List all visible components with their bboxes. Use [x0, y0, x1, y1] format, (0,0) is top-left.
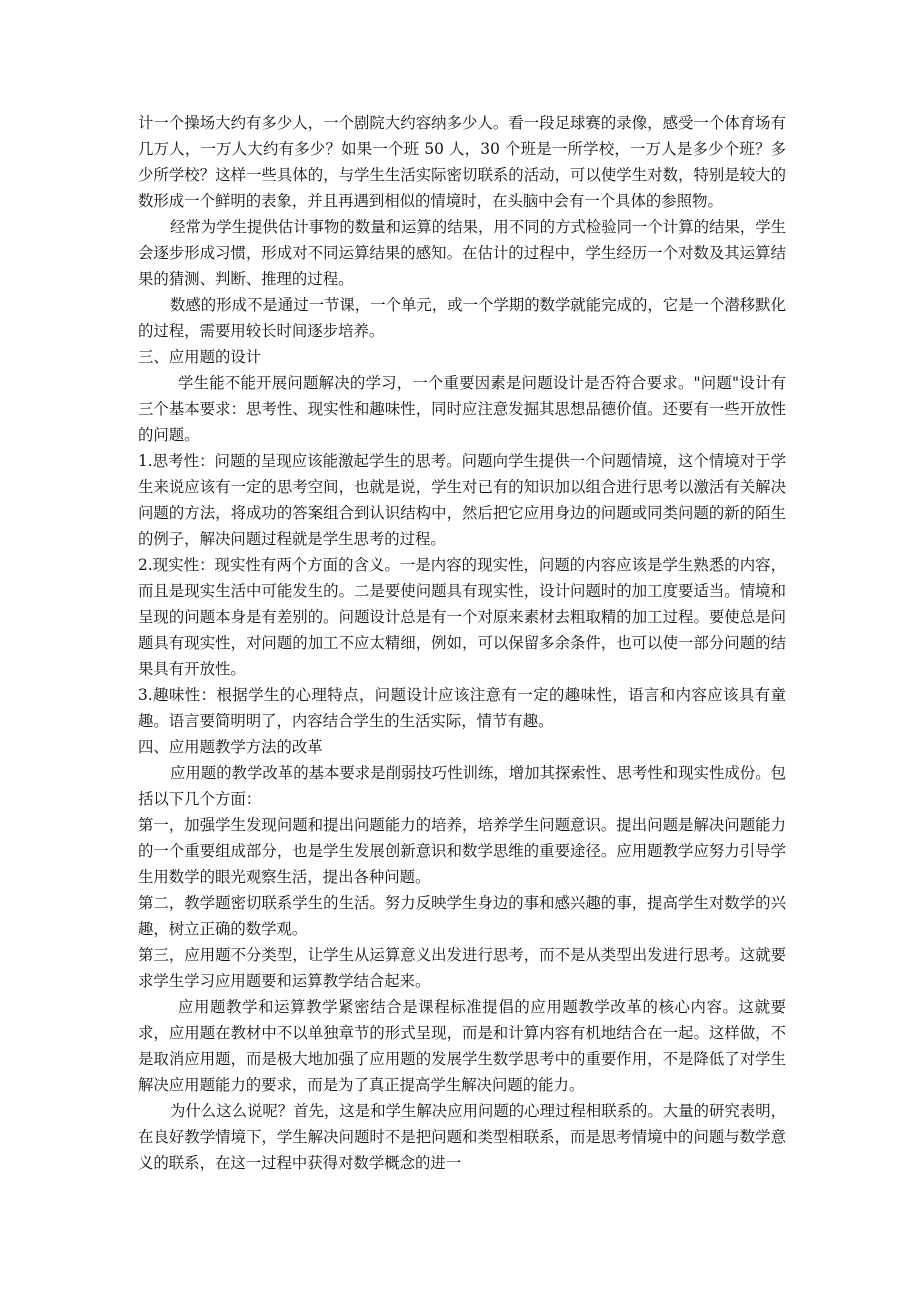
point-second: 第二，教学题密切联系学生的生活。努力反映学生身边的事和感兴趣的事，提高学生对数学的兴趣，树立正确的数学观。 — [138, 894, 786, 938]
paragraph-1: 计一个操场大约有多少人，一个剧院大约容纳多少人。看一段足球赛的录像，感受一个体育场有几万人，一万人大约有多少？如果一个班 50 人，30 个班是一所学校，一万人是多少个班？多少所学校？这样一些具体的，与学生生活实际密切联系的活动，可以使学生对数，特别是较大的数形成一个鲜明的表象，并且再遇到相似的情境时，在头脑中会有一个具体的参照物。 — [138, 114, 786, 210]
paragraph-5: 应用题的教学改革的基本要求是削弱技巧性训练，增加其探索性、思考性和现实性成份。包括以下几个方面： — [138, 764, 786, 808]
point-third: 第三，应用题不分类型，让学生从运算意义出发进行思考，而不是从类型出发进行思考。这就要求学生学习应用题要和运算教学结合起来。 — [138, 946, 786, 990]
paragraph-4: 学生能不能开展问题解决的学习，一个重要因素是问题设计是否符合要求。"问题"设计有三个基本要求：思考性、现实性和趣味性，同时应注意发掘其思想品德价值。还要有一些开放性的问题。 — [138, 374, 786, 444]
section-heading-4: 四、应用题教学方法的改革 — [138, 738, 323, 756]
paragraph-3: 数感的形成不是通过一节课，一个单元，或一个学期的数学就能完成的，它是一个潜移默化的过程，需要用较长时间逐步培养。 — [138, 296, 786, 340]
paragraph-2: 经常为学生提供估计事物的数量和运算的结果，用不同的方式检验同一个计算的结果，学生会逐步形成习惯，形成对不同运算结果的感知。在估计的过程中，学生经历一个对数及其运算结果的猜测、判断、推理的过程。 — [138, 218, 786, 288]
item-thinking: 1.思考性：问题的呈现应该能激起学生的思考。问题向学生提供一个问题情境，这个情境对于学生来说应该有一定的思考空间，也就是说，学生对已有的知识加以组合进行思考以激活有关解决问题的方法，将成功的答案组合到认识结构中，然后把它应用身边的问题或同类问题的新的陌生的例子，解决问题过程就是学生思考的过程。 — [138, 452, 786, 548]
document-body — [138, 110, 786, 1176]
paragraph-6: 应用题教学和运算教学紧密结合是课程标准提倡的应用题教学改革的核心内容。这就要求，应用题在教材中不以单独章节的形式呈现，而是和计算内容有机地结合在一起。这样做，不是取消应用题，而是极大地加强了应用题的发展学生数学思考中的重要作用，不是降低了对学生解决应用题能力的要求，而是为了真正提高学生解决问题的能力。 — [138, 998, 786, 1094]
item-interest: 3.趣味性：根据学生的心理特点，问题设计应该注意有一定的趣味性，语言和内容应该具有童趣。语言要简明明了，内容结合学生的生活实际，情节有趣。 — [138, 686, 786, 730]
item-reality: 2.现实性：现实性有两个方面的含义。一是内容的现实性，问题的内容应该是学生熟悉的内容，而且是现实生活中可能发生的。二是要使问题具有现实性，设计问题时的加工度要适当。情境和呈现的问题本身是有差别的。问题设计总是有一个对原来素材去粗取精的加工过程。要使总是问题具有现实性，对问题的加工不应太精细，例如，可以保留多余条件，也可以使一部分问题的结果具有开放性。 — [138, 556, 786, 678]
paragraph-7: 为什么这么说呢？首先，这是和学生解决应用问题的心理过程相联系的。大量的研究表明，在良好教学情境下，学生解决问题时不是把问题和类型相联系，而是思考情境中的问题与数学意义的联系，在这一过程中获得对数学概念的进一 — [138, 1102, 786, 1172]
point-first: 第一，加强学生发现问题和提出问题能力的培养，培养学生问题意识。提出问题是解决问题能力的一个重要组成部分，也是学生发展创新意识和数学思维的重要途径。应用题教学应努力引导学生用数学的眼光观察生活，提出各种问题。 — [138, 816, 786, 886]
section-heading-3: 三、应用题的设计 — [138, 348, 262, 366]
